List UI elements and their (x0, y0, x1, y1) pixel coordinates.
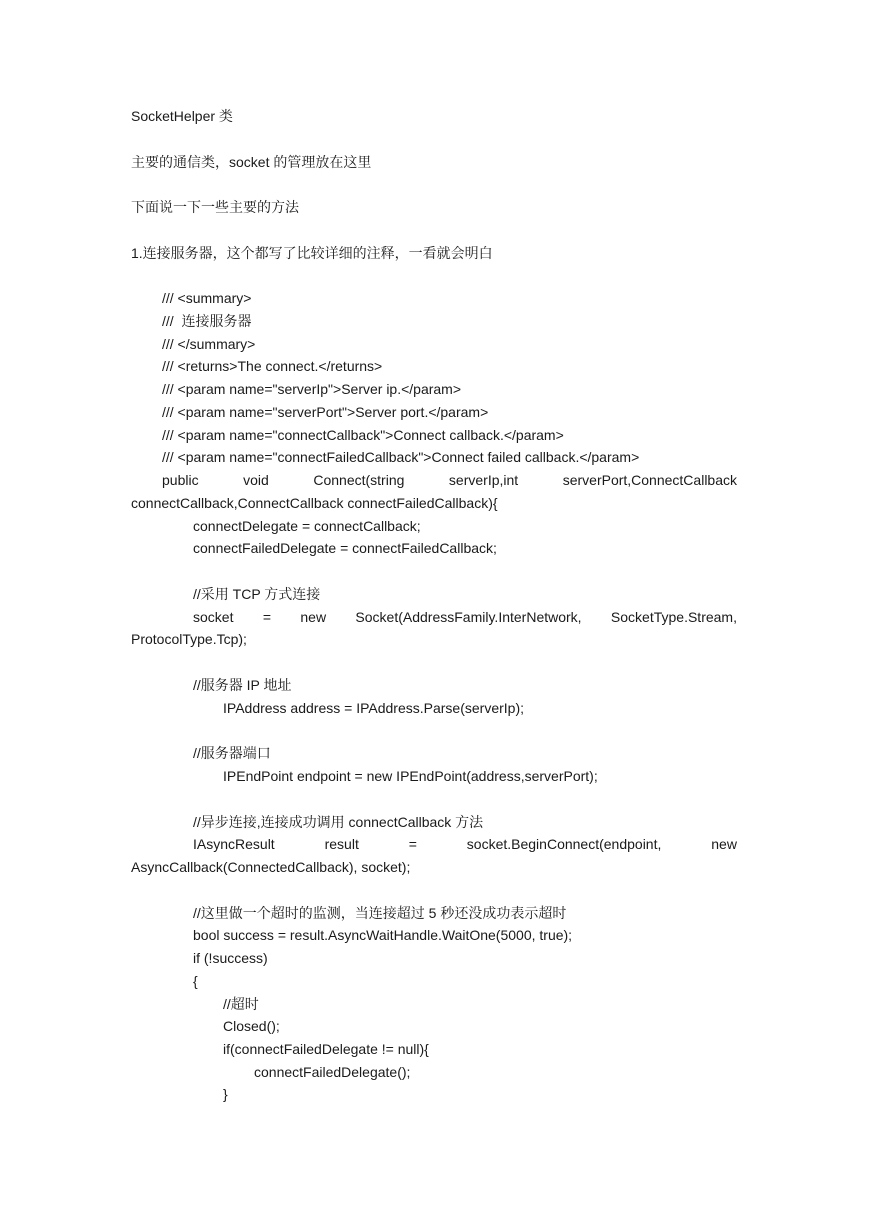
code-token: IAsyncResult (193, 836, 275, 852)
code-token: Socket(AddressFamily.InterNetwork, (355, 609, 582, 625)
section-heading: 1.连接服务器，这个都写了比较详细的注释，一看就会明白 (131, 245, 493, 261)
code-token: serverIp,int (448, 472, 519, 488)
method-signature-line (162, 471, 737, 489)
code-token: result (324, 836, 359, 852)
code-token: public (162, 472, 199, 488)
code-line: /// <param name="serverPort">Server port.</param> (162, 404, 489, 420)
document-heading: SocketHelper 类 (131, 108, 233, 124)
code-comment: //这里做一个超时的监测，当连接超过 5 秒还没成功表示超时 (193, 905, 567, 921)
code-token: void (243, 472, 269, 488)
code-token: socket.BeginConnect(endpoint, (466, 836, 662, 852)
code-comment: //超时 (223, 996, 259, 1012)
code-line: connectFailedDelegate(); (254, 1064, 411, 1080)
code-comment: //服务器端口 (193, 745, 271, 761)
intro-paragraph: 主要的通信类，socket 的管理放在这里 (131, 154, 372, 170)
code-line: IPAddress address = IPAddress.Parse(serverIp); (223, 700, 524, 716)
code-line: /// <param name="serverIp">Server ip.</param> (162, 381, 462, 397)
code-line: /// </summary> (162, 336, 256, 352)
code-line: } (223, 1086, 228, 1102)
async-line (193, 835, 737, 853)
intro-paragraph-2: 下面说一下一些主要的方法 (131, 199, 299, 215)
code-line: /// <param name="connectCallback">Connect callback.</param> (162, 427, 564, 443)
code-token: serverPort,ConnectCallback (562, 472, 737, 488)
code-token: = (408, 836, 417, 852)
code-line: { (193, 973, 198, 989)
code-comment: //异步连接,连接成功调用 connectCallback 方法 (193, 814, 484, 830)
code-line: bool success = result.AsyncWaitHandle.WaitOne(5000, true); (193, 927, 573, 943)
code-line: ProtocolType.Tcp); (131, 631, 247, 647)
code-line: connectCallback,ConnectCallback connectFailedCallback){ (131, 495, 498, 511)
socket-line (193, 608, 737, 626)
code-line: AsyncCallback(ConnectedCallback), socket); (131, 859, 411, 875)
code-line: if (!success) (193, 950, 268, 966)
code-line: connectFailedDelegate = connectFailedCallback; (193, 540, 497, 556)
code-line: /// <summary> (162, 290, 252, 306)
code-line: if(connectFailedDelegate != null){ (223, 1041, 429, 1057)
code-line: /// <param name="connectFailedCallback">Connect failed callback.</param> (162, 449, 640, 465)
code-token: = (262, 609, 272, 625)
code-token: new (300, 609, 327, 625)
code-comment: //采用 TCP 方式连接 (193, 586, 321, 602)
code-line: connectDelegate = connectCallback; (193, 518, 421, 534)
code-line: /// 连接服务器 (162, 313, 252, 329)
code-token: new (711, 836, 737, 852)
code-comment: //服务器 IP 地址 (193, 677, 292, 693)
code-line: /// <returns>The connect.</returns> (162, 358, 383, 374)
code-token: SocketType.Stream, (610, 609, 737, 625)
code-line: Closed(); (223, 1018, 280, 1034)
code-token: Connect(string (313, 472, 405, 488)
code-token: socket (193, 609, 234, 625)
code-line: IPEndPoint endpoint = new IPEndPoint(address,serverPort); (223, 768, 598, 784)
